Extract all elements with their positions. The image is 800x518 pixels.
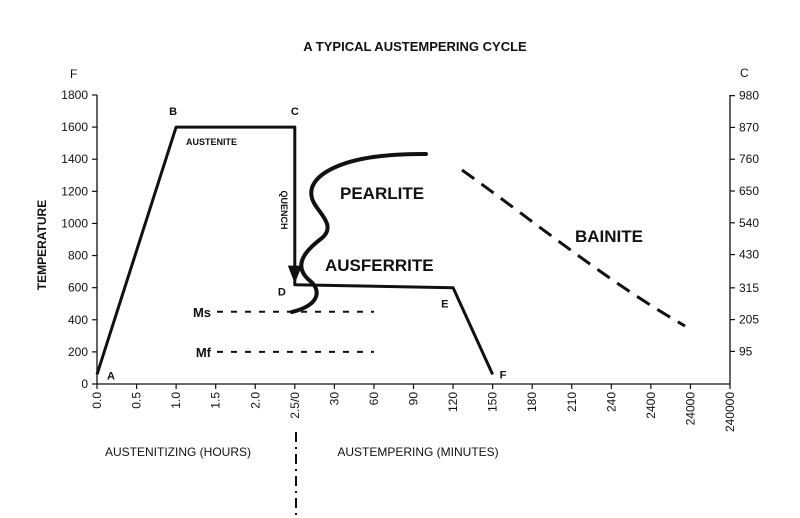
x-tick-label: 240000 — [723, 392, 737, 433]
left-tick-label: 1600 — [61, 120, 88, 135]
right-axis-unit: C — [740, 66, 749, 80]
x-tick-label: 2.5/0 — [287, 392, 302, 419]
x-tick-label: 240 — [604, 392, 619, 413]
right-tick-label: 760 — [739, 152, 760, 167]
right-tick-label: 315 — [739, 280, 760, 295]
left-y-ticks — [61, 88, 97, 391]
x-tick-label: 120 — [446, 392, 461, 413]
point-label-e: E — [441, 298, 449, 311]
y-axis-label: TEMPERATURE — [35, 199, 49, 291]
x-tick-label: 30 — [327, 392, 342, 406]
cycle-point-labels — [107, 106, 507, 382]
left-tick-label: 400 — [67, 312, 88, 327]
x-tick-label: 24000 — [683, 392, 698, 426]
x-tick-label: 2.0 — [248, 392, 263, 409]
x-tick-label: 90 — [406, 392, 421, 406]
left-axis-unit: F — [70, 67, 78, 81]
x-tick-label: 60 — [366, 392, 381, 406]
x-tick-label: 150 — [485, 392, 500, 413]
right-tick-label: 650 — [739, 184, 760, 199]
bainite-curve — [462, 170, 685, 326]
left-tick-label: 1200 — [61, 184, 88, 199]
right-tick-label: 870 — [739, 120, 760, 135]
austempering-cycle-line — [97, 127, 493, 374]
right-tick-label: 95 — [739, 344, 753, 359]
x-tick-label: 210 — [564, 392, 579, 413]
right-tick-label: 980 — [739, 88, 760, 103]
right-y-ticks — [730, 89, 759, 359]
region-label-pearlite: PEARLITE — [340, 184, 425, 203]
transformation-lines — [193, 305, 374, 360]
label-ms: Ms — [192, 304, 211, 320]
x-tick-label: 0.0 — [90, 392, 104, 409]
point-label-c: C — [290, 106, 299, 119]
x-tick-label: 0.5 — [129, 392, 144, 409]
left-tick-label: 1400 — [61, 152, 88, 167]
left-tick-label: 600 — [67, 280, 88, 295]
region-label-austenite: AUSTENITE — [186, 137, 238, 147]
point-label-d: D — [277, 286, 286, 299]
left-tick-label: 1800 — [61, 88, 88, 102]
point-label-a: A — [107, 370, 115, 383]
x-tick-label: 1.0 — [169, 392, 184, 409]
right-tick-label: 430 — [739, 247, 760, 262]
left-tick-label: 0 — [81, 377, 88, 391]
chart-title: A TYPICAL AUSTEMPERING CYCLE — [303, 39, 527, 54]
x-axis-ticks — [90, 384, 737, 432]
label-mf: Mf — [195, 344, 211, 360]
quench-annotation: QUENCH — [279, 190, 289, 230]
left-tick-label: 200 — [67, 344, 88, 359]
right-tick-label: 205 — [739, 312, 760, 327]
point-label-b: B — [169, 106, 178, 119]
x-tick-label: 1.5 — [208, 392, 223, 409]
x-tick-label: 2400 — [643, 392, 658, 419]
left-tick-label: 1000 — [61, 216, 88, 231]
x-section-label-austenitizing: AUSTENITIZING (HOURS) — [105, 445, 251, 459]
point-label-f: F — [499, 369, 507, 382]
region-label-ausferrite: AUSFERRITE — [325, 256, 434, 275]
x-section-label-austempering: AUSTEMPERING (MINUTES) — [337, 445, 499, 459]
right-tick-label: 540 — [739, 215, 760, 230]
x-tick-label: 180 — [525, 392, 540, 413]
left-tick-label: 800 — [67, 248, 88, 263]
region-label-bainite: BAINITE — [575, 227, 643, 246]
